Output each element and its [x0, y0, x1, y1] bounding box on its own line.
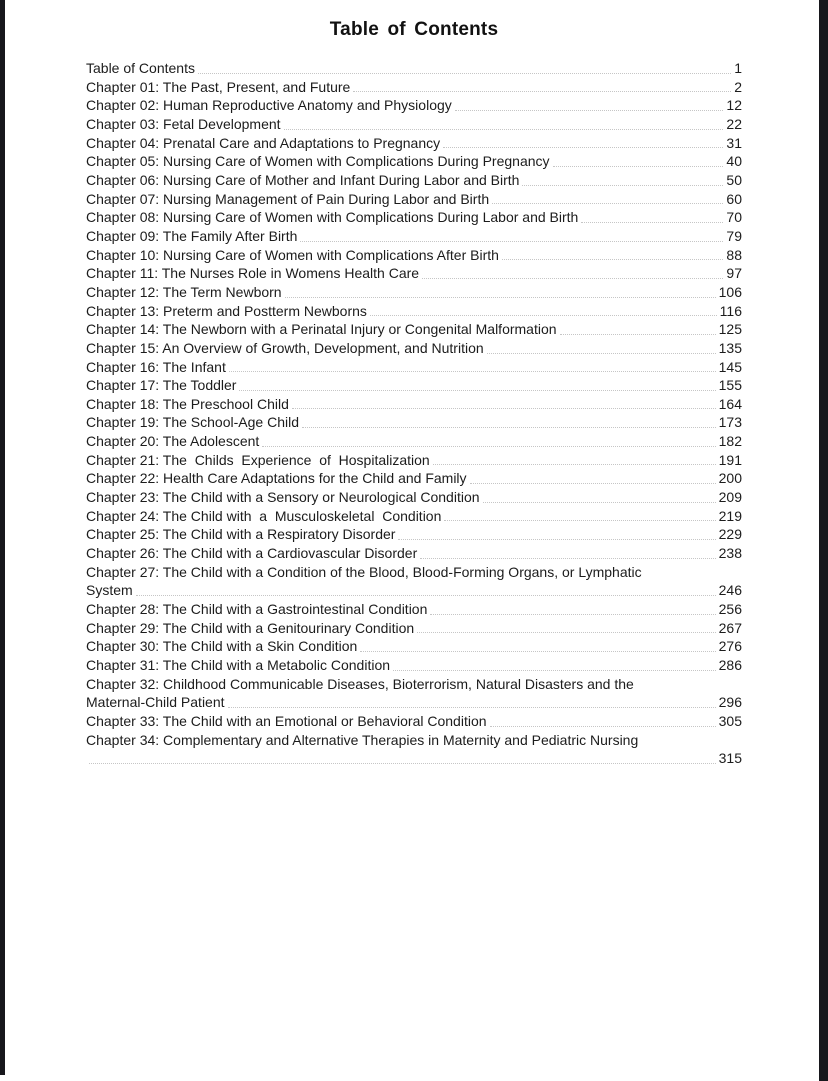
toc-entry: [86, 451, 742, 470]
dot-leader: [353, 91, 731, 92]
toc-entry: [86, 78, 742, 97]
toc-entry: [86, 302, 742, 321]
toc-entry-label: Chapter 18: The Preschool Child: [86, 395, 289, 412]
dot-leader: [370, 315, 717, 316]
toc-entry-page: 2: [734, 78, 742, 95]
toc-entry: [86, 544, 742, 563]
toc-entry-label: Chapter 30: The Child with a Skin Condition: [86, 638, 358, 655]
dot-leader: [430, 614, 715, 615]
toc-entry-page: 286: [718, 657, 742, 673]
toc-entry-page: 116: [719, 302, 742, 319]
toc-entry: [86, 563, 742, 600]
toc-entry-label: Chapter 16: The Infant: [86, 358, 226, 375]
toc-entry-page: 50: [726, 171, 742, 188]
toc-entry-label: Chapter 15: An Overview of Growth, Development, and Nutrition: [86, 339, 484, 356]
toc-entry-label: Chapter 20: The Adolescent: [86, 433, 260, 450]
toc-entry: [86, 432, 742, 451]
toc-entry-label: Chapter 34: Complementary and Alternative Therapies in Maternity and Pediatric Nursing: [86, 731, 639, 748]
toc-entry: [86, 413, 742, 432]
toc-entry-page: 1: [734, 60, 742, 76]
toc-entry-page: 209: [718, 489, 742, 506]
toc-entry-label: Chapter 19: The School-Age Child: [86, 414, 299, 431]
scan-edge-left: [0, 0, 5, 1075]
toc-entry-line2: [86, 581, 742, 600]
dot-leader: [229, 371, 716, 372]
toc-entry: [86, 358, 742, 377]
dot-leader: [302, 427, 716, 428]
toc-entry-page: 79: [726, 227, 742, 244]
toc-entry-label: Chapter 11: The Nurses Role in Womens Health Care: [86, 265, 420, 282]
toc-entry: [86, 376, 742, 395]
dot-leader: [522, 185, 723, 186]
dot-leader: [300, 241, 723, 242]
toc-entry-page: 267: [718, 619, 742, 636]
dot-leader: [398, 539, 715, 540]
toc-entry: [86, 320, 742, 339]
toc-entry-page: 31: [726, 134, 742, 151]
toc-entry-page: 155: [718, 377, 742, 394]
toc-entry-label: Chapter 33: The Child with an Emotional or Behavioral Condition: [86, 712, 487, 729]
dot-leader: [262, 446, 715, 447]
toc-entry-label: Chapter 04: Prenatal Care and Adaptations to Pregnancy: [86, 134, 441, 151]
toc-entry-label: Chapter 22: Health Care Adaptations for the Child and Family: [86, 470, 467, 487]
toc-entry-label: Chapter 07: Nursing Management of Pain During Labor and Birth: [86, 190, 490, 207]
dot-leader: [444, 520, 715, 521]
toc-entry-page: 305: [718, 712, 742, 729]
toc-entry-label: Chapter 27: The Child with a Condition of the Blood, Blood-Forming Organs, or Lymphatic: [86, 563, 642, 580]
toc-entry: [86, 283, 742, 302]
toc-entry: [86, 507, 742, 526]
toc-entry: [86, 134, 742, 153]
toc-entry: [86, 264, 742, 283]
toc-entry-label: Chapter 14: The Newborn with a Perinatal Injury or Congenital Malformation: [86, 321, 557, 338]
toc-entry-label: Maternal-Child Patient: [86, 694, 225, 711]
toc-entry-label: Chapter 25: The Child with a Respiratory Disorder: [86, 526, 396, 543]
dot-leader: [455, 110, 724, 111]
toc-entry-page: 191: [718, 451, 742, 468]
toc-entry-page: 70: [726, 209, 742, 226]
toc-entry: [86, 96, 742, 115]
toc-entry-label: Chapter 08: Nursing Care of Women with Complications During Labor and Birth: [86, 209, 579, 226]
toc-entry: [86, 395, 742, 414]
toc-entry-page: 173: [718, 414, 742, 431]
toc-entry-line2: [86, 749, 742, 768]
toc-entry-label: Chapter 26: The Child with a Cardiovascular Disorder: [86, 545, 418, 562]
toc-entry-label: Chapter 03: Fetal Development: [86, 115, 281, 132]
toc-entry: [86, 637, 742, 656]
toc-entry: [86, 59, 742, 78]
toc-entry-label: Chapter 29: The Child with a Genitourinary Condition: [86, 619, 415, 636]
toc-entry-page: 97: [726, 265, 742, 282]
dot-leader: [553, 166, 724, 167]
toc-entry: [86, 712, 742, 731]
toc-entry-label: Chapter 21: The Childs Experience of Hospitalization: [86, 451, 430, 468]
toc-entry: [86, 731, 742, 768]
dot-leader: [560, 334, 716, 335]
dot-leader: [490, 726, 716, 727]
dot-leader: [284, 129, 724, 130]
dot-leader: [492, 203, 723, 204]
toc-entry-label: Table of Contents: [86, 60, 195, 76]
toc-entry-page: 145: [718, 358, 742, 375]
toc-entry-page: 238: [718, 545, 742, 562]
toc-entry: [86, 190, 742, 209]
toc-entry-label: Chapter 09: The Family After Birth: [86, 227, 298, 244]
toc-entry-page: 182: [718, 433, 742, 450]
toc-entry-page: 164: [718, 395, 742, 412]
toc-entry-label: Chapter 10: Nursing Care of Women with Complications After Birth: [86, 246, 499, 263]
toc-entry-page: 60: [726, 190, 742, 207]
toc-entry-page: 246: [718, 582, 742, 599]
dot-leader: [443, 147, 723, 148]
dot-leader: [292, 408, 716, 409]
dot-leader: [422, 278, 723, 279]
toc-entry: [86, 469, 742, 488]
toc-entry-page: 315: [718, 750, 742, 767]
toc-entry-page: 276: [718, 638, 742, 655]
toc-entry: [86, 619, 742, 638]
toc-entry-page: 106: [718, 283, 742, 300]
toc-entry-page: 125: [718, 321, 742, 338]
toc-entry-page: 229: [718, 526, 742, 543]
toc-entry-page: 219: [718, 507, 742, 524]
toc-entry: [86, 246, 742, 265]
dot-leader: [89, 763, 716, 764]
dot-leader: [239, 390, 715, 391]
toc-entry: [86, 600, 742, 619]
toc-entry: [86, 339, 742, 358]
toc-entry-label: System: [86, 582, 133, 599]
dot-leader: [483, 502, 716, 503]
toc-entry: [86, 488, 742, 507]
toc-entry-page: 22: [726, 115, 742, 132]
dot-leader: [420, 558, 715, 559]
toc-entry-page: 135: [718, 339, 742, 356]
toc-entry-label: Chapter 32: Childhood Communicable Diseases, Bioterrorism, Natural Disasters and the: [86, 675, 634, 692]
toc-entry: [86, 675, 742, 712]
scan-edge-right: [819, 0, 828, 1081]
toc-entry: [86, 525, 742, 544]
toc-entry-page: 200: [718, 470, 742, 487]
toc-entry-label: Chapter 05: Nursing Care of Women with Complications During Pregnancy: [86, 153, 550, 170]
toc-entry-label: Chapter 24: The Child with a Musculoskeletal Condition: [86, 507, 442, 524]
dot-leader: [360, 651, 715, 652]
toc-entry-page: 12: [726, 97, 742, 114]
dot-leader: [487, 353, 716, 354]
toc-entry-page: 88: [726, 246, 742, 263]
toc-entry: [86, 227, 742, 246]
toc-entry: [86, 115, 742, 134]
dot-leader: [470, 483, 716, 484]
toc-entry-page: 40: [726, 153, 742, 170]
dot-leader: [136, 595, 716, 596]
toc-entry: [86, 656, 742, 675]
toc-entry-label: Chapter 23: The Child with a Sensory or Neurological Condition: [86, 489, 480, 506]
toc-entry-label: Chapter 31: The Child with a Metabolic Condition: [86, 657, 391, 673]
toc-entry: [86, 208, 742, 227]
dot-leader: [393, 670, 716, 671]
toc-entry-label: Chapter 28: The Child with a Gastrointestinal Condition: [86, 601, 428, 618]
toc-entry: [86, 152, 742, 171]
toc-entry-page: 256: [718, 601, 742, 618]
toc-entry: [86, 171, 742, 190]
dot-leader: [228, 707, 716, 708]
toc-entry-label: Chapter 02: Human Reproductive Anatomy and Physiology: [86, 97, 452, 114]
toc-list: [86, 59, 742, 768]
toc-entry-line2: [86, 693, 742, 712]
dot-leader: [581, 222, 723, 223]
dot-leader: [417, 632, 715, 633]
toc-entry-label: Chapter 17: The Toddler: [86, 377, 237, 394]
dot-leader: [502, 259, 724, 260]
toc-entry-label: Chapter 06: Nursing Care of Mother and Infant During Labor and Birth: [86, 171, 520, 188]
page-title: Table of Contents: [329, 19, 499, 40]
dot-leader: [433, 464, 716, 465]
toc-entry-page: 296: [718, 694, 742, 711]
dot-leader: [198, 73, 731, 74]
toc-entry-label: Chapter 01: The Past, Present, and Future: [86, 78, 351, 95]
dot-leader: [285, 297, 716, 298]
toc-entry-label: Chapter 13: Preterm and Postterm Newborns: [86, 302, 367, 319]
toc-entry-label: Chapter 12: The Term Newborn: [86, 283, 282, 300]
